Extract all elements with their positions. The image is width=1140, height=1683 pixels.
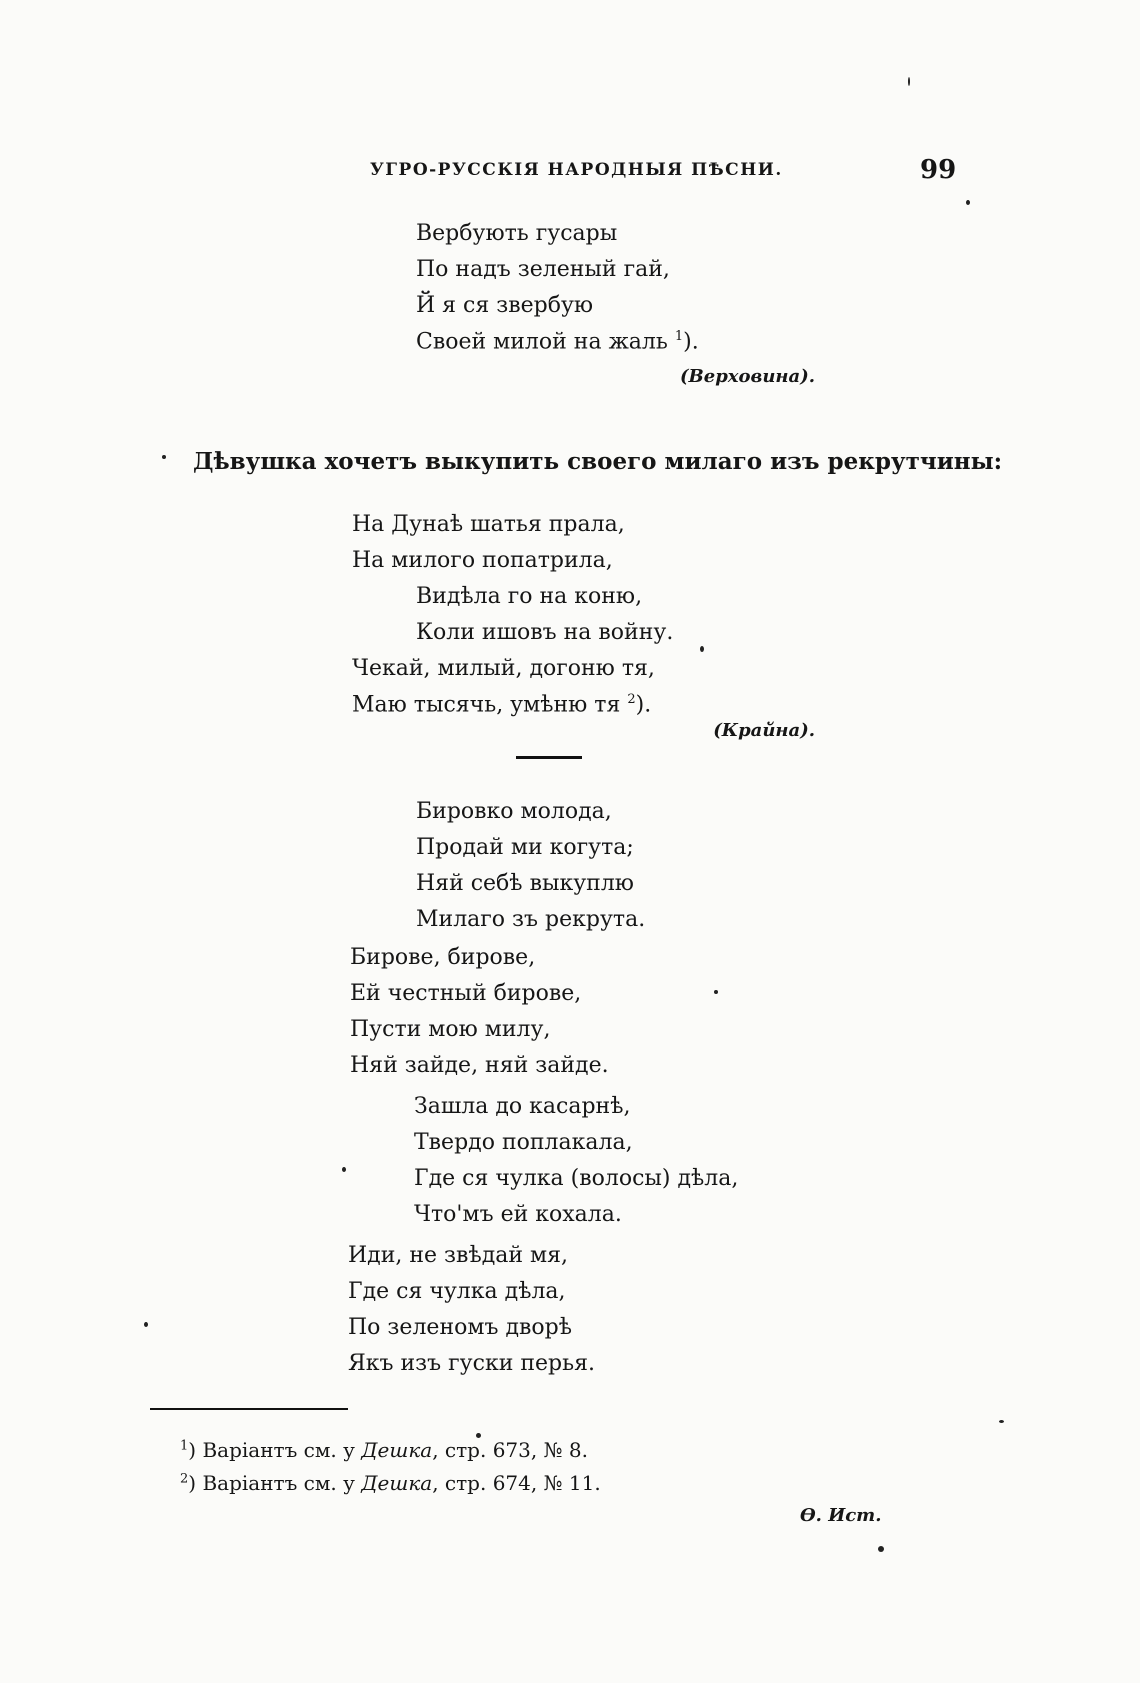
footnote-mark: 1 xyxy=(180,1438,189,1454)
verse-line: Чекай, милый, догоню тя, xyxy=(352,656,655,681)
page-number: 99 xyxy=(920,155,957,185)
verse-line: Продай ми когута; xyxy=(416,835,634,860)
source-attribution: (Крайна). xyxy=(713,720,815,741)
footnote-author: Дешка xyxy=(361,1438,433,1462)
footnote xyxy=(180,1438,588,1462)
scan-speck xyxy=(342,1167,346,1172)
scan-speck xyxy=(162,455,166,459)
verse-line: Коли ишовъ на войну. xyxy=(416,620,674,645)
footnote-ref: 2 xyxy=(627,692,636,707)
verse-line: Няй себѣ выкуплю xyxy=(416,871,634,896)
scan-speck xyxy=(714,990,718,994)
verse-line: Твердо поплакала, xyxy=(414,1130,633,1155)
scan-speck xyxy=(966,200,970,205)
verse-line: Иди, не звѣдай мя, xyxy=(348,1243,569,1268)
verse-line-end: ). xyxy=(635,692,652,718)
verse-line: Й я ся звербую xyxy=(416,293,594,318)
verse-line: Бировко молода, xyxy=(416,799,612,824)
verse-line: На милого попатрила, xyxy=(352,548,613,573)
footnote-text: , стр. 674, № 11. xyxy=(432,1471,601,1495)
footnote-text: , стр. 673, № 8. xyxy=(432,1438,588,1462)
running-title: УГРО-РУССКІЯ НАРОДНЫЯ ПѢСНИ. xyxy=(370,160,783,180)
verse-line: Где ся чулка дѣла, xyxy=(348,1279,566,1304)
verse-line: Видѣла го на коню, xyxy=(416,584,643,609)
verse-line: По зеленомъ дворѣ xyxy=(348,1315,572,1340)
footnote-text: Варіантъ см. у xyxy=(196,1471,362,1495)
section-heading: Дѣвушка хочетъ выкупить своего милаго изъ рекрутчины: xyxy=(193,448,1003,475)
printer-signature: Ө. Ист. xyxy=(800,1505,882,1526)
verse-line: Пусти мою милу, xyxy=(350,1017,551,1042)
footnote-ref: 1 xyxy=(674,329,684,344)
scan-speck xyxy=(700,646,704,652)
verse-line: Милаго зъ рекрута. xyxy=(416,907,646,932)
verse-line: Якъ изъ гуски перья. xyxy=(348,1351,595,1376)
verse-line: Зашла до касарнѣ, xyxy=(414,1094,631,1119)
footnote-author: Дешка xyxy=(361,1471,433,1495)
verse-line: Вербують гусары xyxy=(416,221,618,246)
verse-text: Своей милой на жаль xyxy=(416,329,668,355)
scan-speck xyxy=(999,1420,1004,1423)
footnote-mark-close: ) xyxy=(188,1438,197,1462)
footnote-mark: 2 xyxy=(180,1471,189,1487)
scan-speck xyxy=(878,1546,884,1552)
footnote-text: Варіантъ см. у xyxy=(196,1438,362,1462)
verse-line: Няй зайде, няй зайде. xyxy=(350,1053,609,1078)
verse-line-end: ). xyxy=(683,329,699,355)
verse-line xyxy=(416,329,699,354)
verse-line: На Дунаѣ шатья прала, xyxy=(352,512,625,537)
verse-text: Маю тысячь, умѣню тя xyxy=(352,692,621,718)
source-attribution: (Верховина). xyxy=(680,366,815,387)
verse-line: Что'мъ ей кохала. xyxy=(414,1202,622,1227)
verse-line: Где ся чулка (волосы) дѣла, xyxy=(414,1166,739,1191)
footnote-mark-close: ) xyxy=(188,1471,197,1495)
verse-line: Бирове, бирове, xyxy=(350,945,536,970)
footnote-rule xyxy=(150,1408,348,1410)
scan-speck xyxy=(144,1322,148,1327)
scan-speck xyxy=(908,77,910,86)
section-divider xyxy=(516,756,582,759)
verse-line xyxy=(352,692,651,717)
scan-speck xyxy=(476,1433,481,1438)
verse-line: Ей честный бирове, xyxy=(350,981,582,1006)
footnote xyxy=(180,1471,601,1495)
verse-line: По надъ зеленый гай, xyxy=(416,257,670,282)
